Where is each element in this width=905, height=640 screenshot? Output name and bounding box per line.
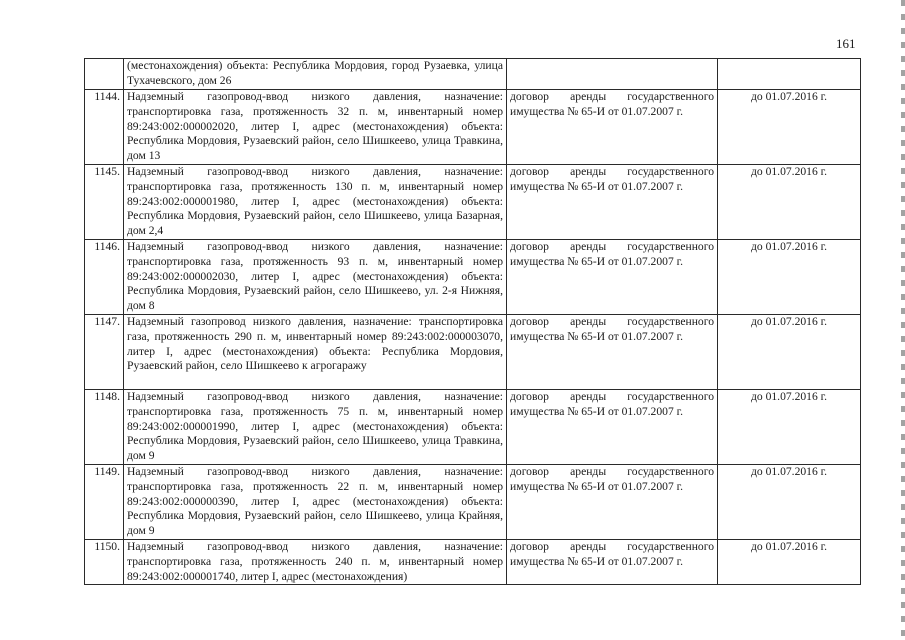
lease-agreement: договор аренды государственного имущества № 65-И от 01.07.2007 г. [507, 539, 718, 584]
lease-agreement [507, 59, 718, 90]
lease-agreement: договор аренды государственного имущества № 65-И от 01.07.2007 г. [507, 165, 718, 240]
lease-term: до 01.07.2016 г. [718, 165, 861, 240]
lease-term: до 01.07.2016 г. [718, 464, 861, 539]
table-row [85, 90, 861, 165]
object-description: (местонахождения) объекта: Республика Мордовия, город Рузаевка, улица Тухачевского, дом 26 [124, 59, 507, 90]
row-number: 1147. [85, 314, 124, 389]
lease-term: до 01.07.2016 г. [718, 314, 861, 389]
object-description: Надземный газопровод-ввод низкого давления, назначение: транспортировка газа, протяженность 130 п. м, инвентарный номер 89:243:002:000001980, литер I, адрес (местонахождения) объекта: Республика Мордовия, Рузаевский район, село Шишкеево, улица Базарная, дом 2,4 [124, 165, 507, 240]
page-number: 161 [836, 36, 856, 51]
table-row [85, 539, 861, 584]
row-number: 1150. [85, 539, 124, 584]
table-row [85, 389, 861, 464]
lease-agreement: договор аренды государственного имущества № 65-И от 01.07.2007 г. [507, 389, 718, 464]
object-description: Надземный газопровод-ввод низкого давления, назначение: транспортировка газа, протяженность 32 п. м, инвентарный номер 89:243:002:000002020, литер I, адрес (местонахождения) объекта: Республика Мордовия, Рузаевский район, село Шишкеево, улица Травкина, дом 13 [124, 90, 507, 165]
table-row [85, 314, 861, 389]
row-number: 1145. [85, 165, 124, 240]
table-row [85, 59, 861, 90]
lease-term: до 01.07.2016 г. [718, 389, 861, 464]
scan-edge-marks [901, 0, 905, 640]
lease-agreement: договор аренды государственного имущества № 65-И от 01.07.2007 г. [507, 239, 718, 314]
table-row [85, 464, 861, 539]
lease-agreement: договор аренды государственного имущества № 65-И от 01.07.2007 г. [507, 464, 718, 539]
object-description: Надземный газопровод-ввод низкого давления, назначение: транспортировка газа, протяженность 22 п. м, инвентарный номер 89:243:002:000000390, литер I, адрес (местонахождения) объекта: Республика Мордовия, Рузаевский район, село Шишкеево, улица Крайняя, дом 9 [124, 464, 507, 539]
lease-term: до 01.07.2016 г. [718, 90, 861, 165]
table-row [85, 239, 861, 314]
row-number: 1144. [85, 90, 124, 165]
object-description: Надземный газопровод низкого давления, назначение: транспортировка газа, протяженность 290 п. м, инвентарный номер 89:243:002:000003070, литер I, адрес (местонахождения) объекта: Республика Мордовия, Рузаевский район, село Шишкеево к агрогаражу [124, 314, 507, 389]
row-number: 1146. [85, 239, 124, 314]
lease-term [718, 59, 861, 90]
row-number: 1149. [85, 464, 124, 539]
lease-term: до 01.07.2016 г. [718, 239, 861, 314]
table-row [85, 165, 861, 240]
lease-agreement: договор аренды государственного имущества № 65-И от 01.07.2007 г. [507, 90, 718, 165]
object-description: Надземный газопровод-ввод низкого давления, назначение: транспортировка газа, протяженность 240 п. м, инвентарный номер 89:243:002:000001740, литер I, адрес (местонахождения) [124, 539, 507, 584]
row-number [85, 59, 124, 90]
lease-agreement: договор аренды государственного имущества № 65-И от 01.07.2007 г. [507, 314, 718, 389]
object-description: Надземный газопровод-ввод низкого давления, назначение: транспортировка газа, протяженность 93 п. м, инвентарный номер 89:243:002:000002030, литер I, адрес (местонахождения) объекта: Республика Мордовия, Рузаевский район, село Шишкеево, ул. 2-я Нижняя, дом 8 [124, 239, 507, 314]
lease-term: до 01.07.2016 г. [718, 539, 861, 584]
property-registry-table [84, 58, 861, 585]
object-description: Надземный газопровод-ввод низкого давления, назначение: транспортировка газа, протяженность 75 п. м, инвентарный номер 89:243:002:000001990, литер I, адрес (местонахождения) объекта: Республика Мордовия, Рузаевский район, село Шишкеево, улица Травкина, дом 9 [124, 389, 507, 464]
row-number: 1148. [85, 389, 124, 464]
